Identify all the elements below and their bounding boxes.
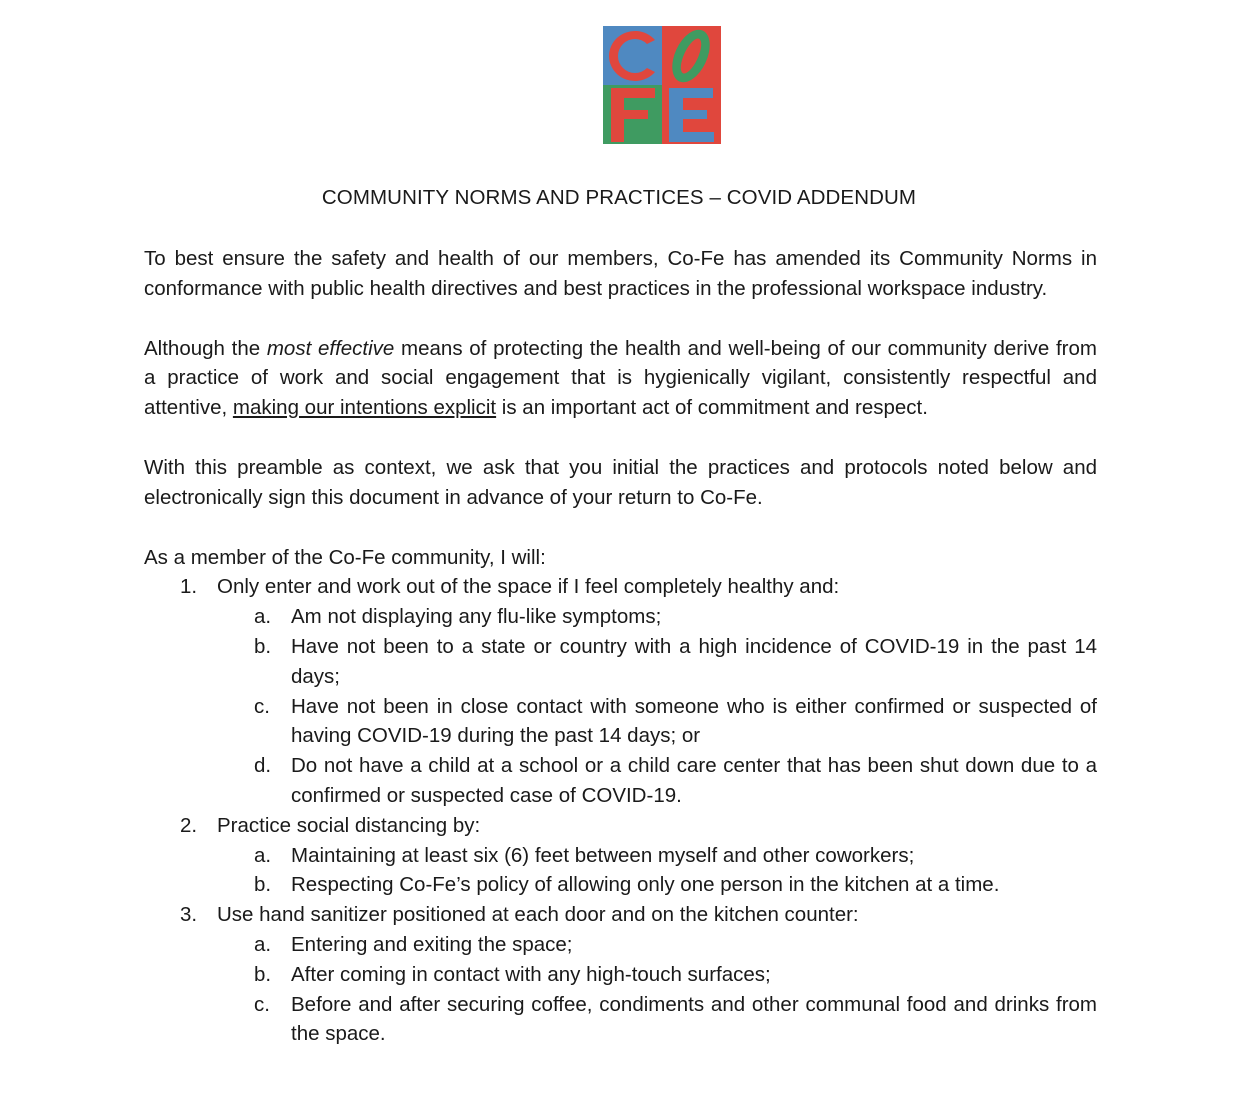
sub-item-letter: b. bbox=[254, 962, 272, 986]
cofe-logo-mark bbox=[603, 26, 721, 144]
list-item bbox=[144, 572, 1097, 810]
document-body bbox=[144, 244, 1097, 1049]
sub-item-letter: c. bbox=[254, 992, 270, 1016]
paragraph-preamble: With this preamble as context, we ask that you initial the practices and protocols noted below and electronically sign this document in advance of your return to Co-Fe. bbox=[144, 455, 1097, 509]
sub-list bbox=[217, 930, 1097, 1049]
sub-item-letter: a. bbox=[254, 605, 272, 629]
sub-item-letter: a. bbox=[254, 932, 272, 956]
sub-item-text: Am not displaying any flu-like symptoms; bbox=[291, 605, 662, 629]
sub-item-text: Do not have a child at a school or a child care center that has been shut down due to a confirmed or suspected case of COVID-19. bbox=[291, 754, 1097, 807]
sub-item-text: After coming in contact with any high-touch surfaces; bbox=[291, 962, 771, 986]
item-text: Only enter and work out of the space if I feel completely healthy and: bbox=[217, 575, 840, 599]
list-item bbox=[144, 811, 1097, 900]
sub-item-text: Entering and exiting the space; bbox=[291, 932, 573, 956]
sub-list-item bbox=[217, 841, 1097, 871]
item-number: 2. bbox=[180, 813, 198, 837]
list-item bbox=[144, 900, 1097, 1049]
sub-list-item bbox=[217, 602, 1097, 632]
para2-part-b: means of protecting the health and well-being of our community derive from a practice of work and social engagement that is hygienically vigilant, consistently respectful and attentive, bbox=[144, 336, 1097, 420]
cofe-logo bbox=[603, 26, 721, 144]
sub-item-text: Respecting Co-Fe’s policy of allowing only one person in the kitchen at a time. bbox=[291, 873, 1000, 897]
para2-underline: making our intentions explicit bbox=[232, 396, 497, 420]
list-intro: As a member of the Co-Fe community, I will: bbox=[144, 545, 546, 569]
sub-list bbox=[217, 841, 1097, 901]
sub-item-letter: b. bbox=[254, 873, 272, 897]
para2-part-c: is an important act of commitment and respect. bbox=[496, 396, 928, 420]
sub-list-item bbox=[217, 870, 1097, 900]
sub-list-item bbox=[217, 930, 1097, 960]
item-text: Use hand sanitizer positioned at each door and on the kitchen counter: bbox=[217, 903, 859, 927]
sub-list-item bbox=[217, 990, 1097, 1050]
sub-list bbox=[217, 602, 1097, 811]
sub-list-item bbox=[217, 960, 1097, 990]
para2-part-a: Although the bbox=[144, 336, 267, 360]
commitments-list bbox=[144, 572, 1097, 1049]
item-text: Practice social distancing by: bbox=[217, 813, 481, 837]
paragraph-effective-means bbox=[144, 334, 1097, 423]
sub-item-letter: b. bbox=[254, 634, 272, 658]
para2-emphasis: most effective bbox=[266, 336, 395, 360]
sub-list-item bbox=[217, 692, 1097, 752]
sub-item-text: Have not been in close contact with someone who is either confirmed or suspected of having COVID-19 during the past 14 days; or bbox=[291, 694, 1097, 748]
sub-list-item bbox=[217, 751, 1097, 811]
sub-item-letter: a. bbox=[254, 843, 272, 867]
sub-item-letter: c. bbox=[254, 694, 270, 718]
sub-item-text: Before and after securing coffee, condiments and other communal food and drinks from the space. bbox=[291, 992, 1097, 1046]
sub-item-text: Maintaining at least six (6) feet between myself and other coworkers; bbox=[291, 843, 915, 867]
page-title: COMMUNITY NORMS AND PRACTICES – COVID ADDENDUM bbox=[321, 186, 917, 209]
sub-item-letter: d. bbox=[254, 754, 272, 778]
paragraph-intro: To best ensure the safety and health of our members, Co-Fe has amended its Community Norms in conformance with public health directives and best practices in the professional workspace industry. bbox=[144, 247, 1097, 300]
item-number: 1. bbox=[180, 575, 198, 599]
sub-list-item bbox=[217, 632, 1097, 692]
item-number: 3. bbox=[180, 903, 198, 927]
sub-item-text: Have not been to a state or country with a high incidence of COVID-19 in the past 14 days; bbox=[291, 634, 1097, 688]
